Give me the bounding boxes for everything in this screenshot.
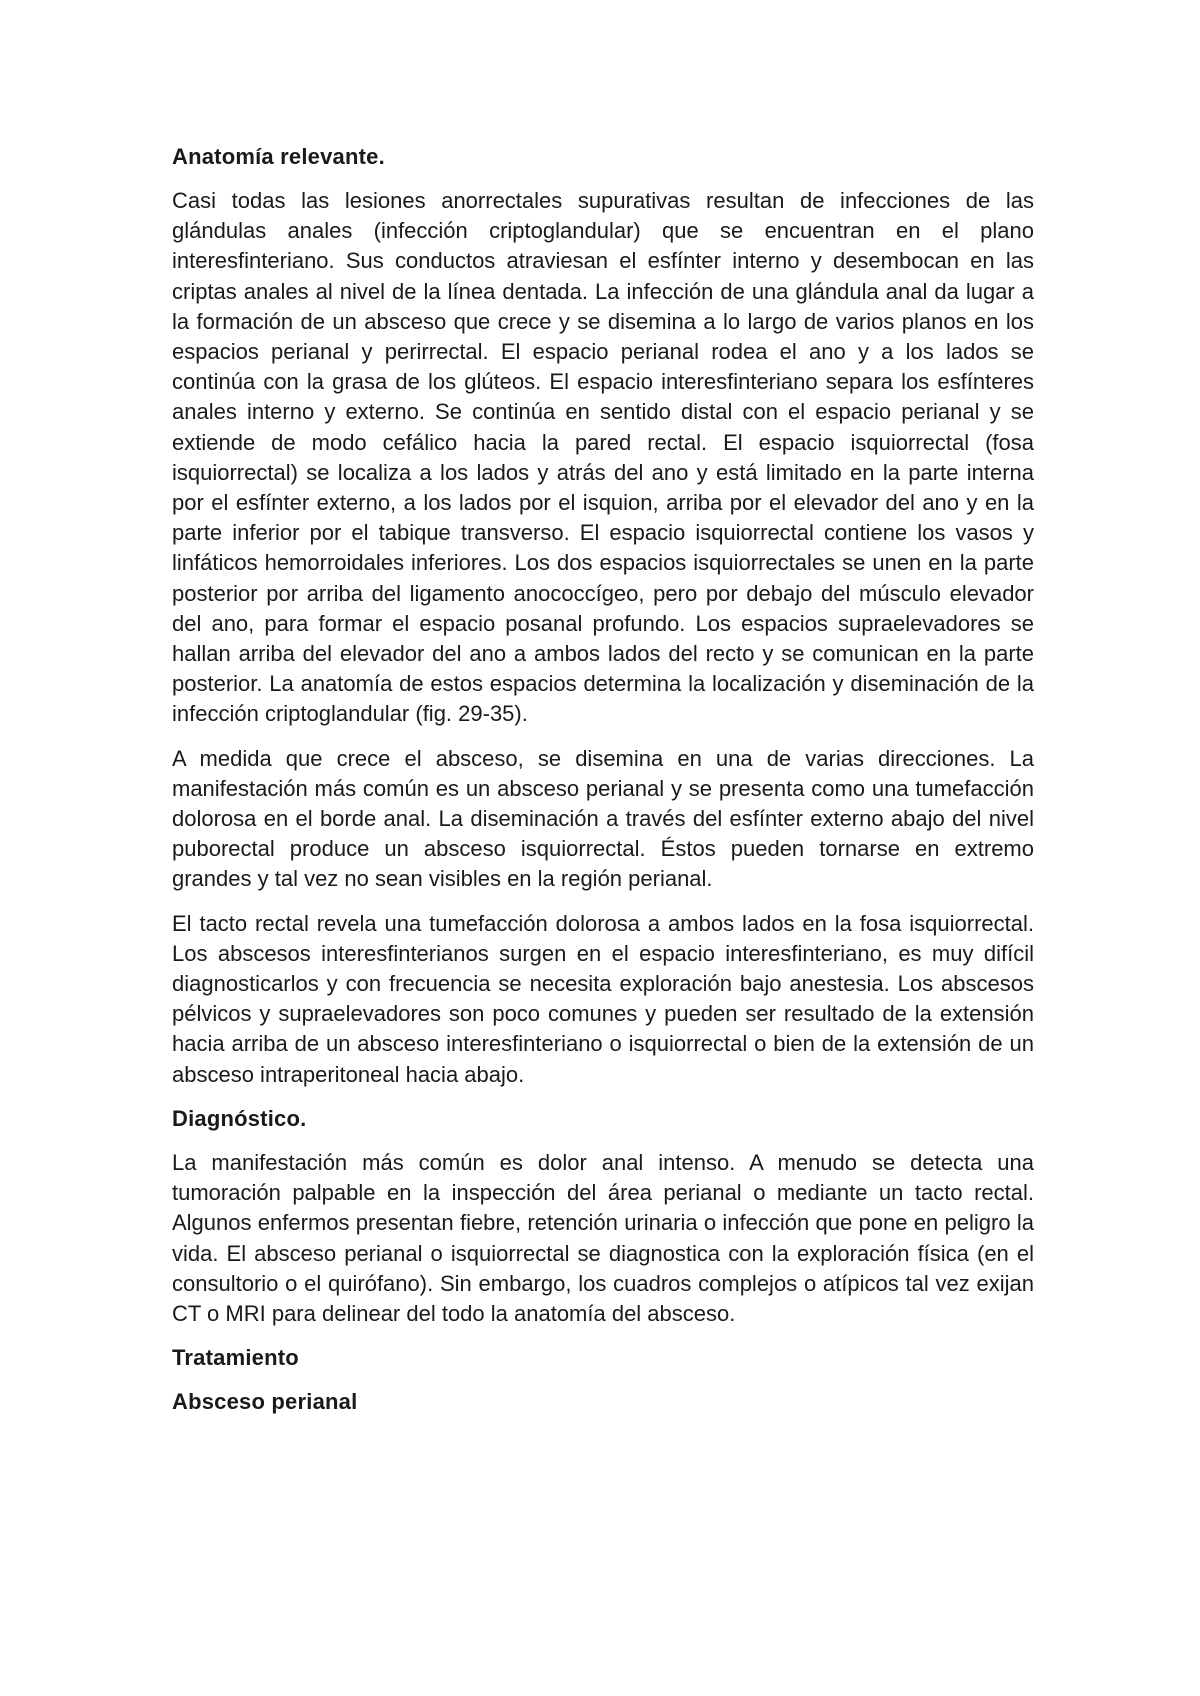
paragraph-anatomia-2: A medida que crece el absceso, se disemina en una de varias direcciones. La manifestación más común es un absceso perianal y se presenta como una tumefacción dolorosa en el borde anal. La diseminación a través del esfínter externo abajo del nivel puborectal produce un absceso isquiorrectal. Éstos pueden tornarse en extremo grandes y tal vez no sean visibles en la región perianal. <box>172 745 1034 892</box>
section-heading-anatomia: Anatomía relevante. <box>172 144 385 169</box>
document-body <box>172 142 1034 1431</box>
section-heading-absceso-perianal: Absceso perianal <box>172 1389 358 1415</box>
paragraph-anatomia-3: El tacto rectal revela una tumefacción dolorosa a ambos lados en la fosa isquiorrectal. Los abscesos interesfinterianos surgen en el espacio interesfinteriano, es muy difícil diagnosticarlos y con frecuencia se necesita exploración bajo anestesia. Los abscesos pélvicos y supraelevadores son poco comunes y pueden ser resultado de la extensión hacia arriba de un absceso interesfinteriano o isquiorrectal o bien de la extensión de un absceso intraperitoneal hacia abajo. <box>172 910 1034 1087</box>
section-heading-diagnostico: Diagnóstico. <box>172 1105 307 1131</box>
paragraph-diagnostico-1: La manifestación más común es dolor anal intenso. A menudo se detecta una tumoración palpable en la inspección del área perianal o mediante un tacto rectal. Algunos enfermos presentan fiebre, retención urinaria o infección que pone en peligro la vida. El absceso perianal o isquiorrectal se diagnostica con la exploración física (en el consultorio o el quirófano). Sin embargo, los cuadros complejos o atípicos tal vez exijan CT o MRI para delinear del todo la anatomía del absceso. <box>172 1149 1034 1326</box>
paragraph-anatomia-1: Casi todas las lesiones anorrectales supurativas resultan de infecciones de las glándulas anales (infección criptoglandular) que se encuentran en el plano interesfinteriano. Sus conductos atraviesan el esfínter interno y desembocan en las criptas anales al nivel de la línea dentada. La infección de una glándula anal da lugar a la formación de un absceso que crece y se disemina a lo largo de varios planos en los espacios perianal y perirrectal. El espacio perianal rodea el ano y a los lados se continúa con la grasa de los glúteos. El espacio interesfinteriano separa los esfínteres anales interno y externo. Se continúa en sentido distal con el espacio perianal y se extiende de modo cefálico hacia la pared rectal. El espacio isquiorrectal (fosa isquiorrectal) se localiza a los lados y atrás del ano y está limitado en la parte interna por el esfínter externo, a los lados por el isquion, arriba por el elevador del ano y en la parte inferior por el tabique transverso. El espacio isquiorrectal contiene los vasos y linfáticos hemorroidales inferiores. Los dos espacios isquiorrectales se unen en la parte posterior por arriba del ligamento anococcígeo, pero por debajo del músculo elevador del ano, para formar el espacio posanal profundo. Los espacios supraelevadores se hallan arriba del elevador del ano a ambos lados del recto y se comunican en la parte posterior. La anatomía de estos espacios determina la localización y diseminación de la infección criptoglandular (fig. 29-35). <box>172 188 1034 727</box>
section-heading-tratamiento: Tratamiento <box>172 1345 299 1371</box>
